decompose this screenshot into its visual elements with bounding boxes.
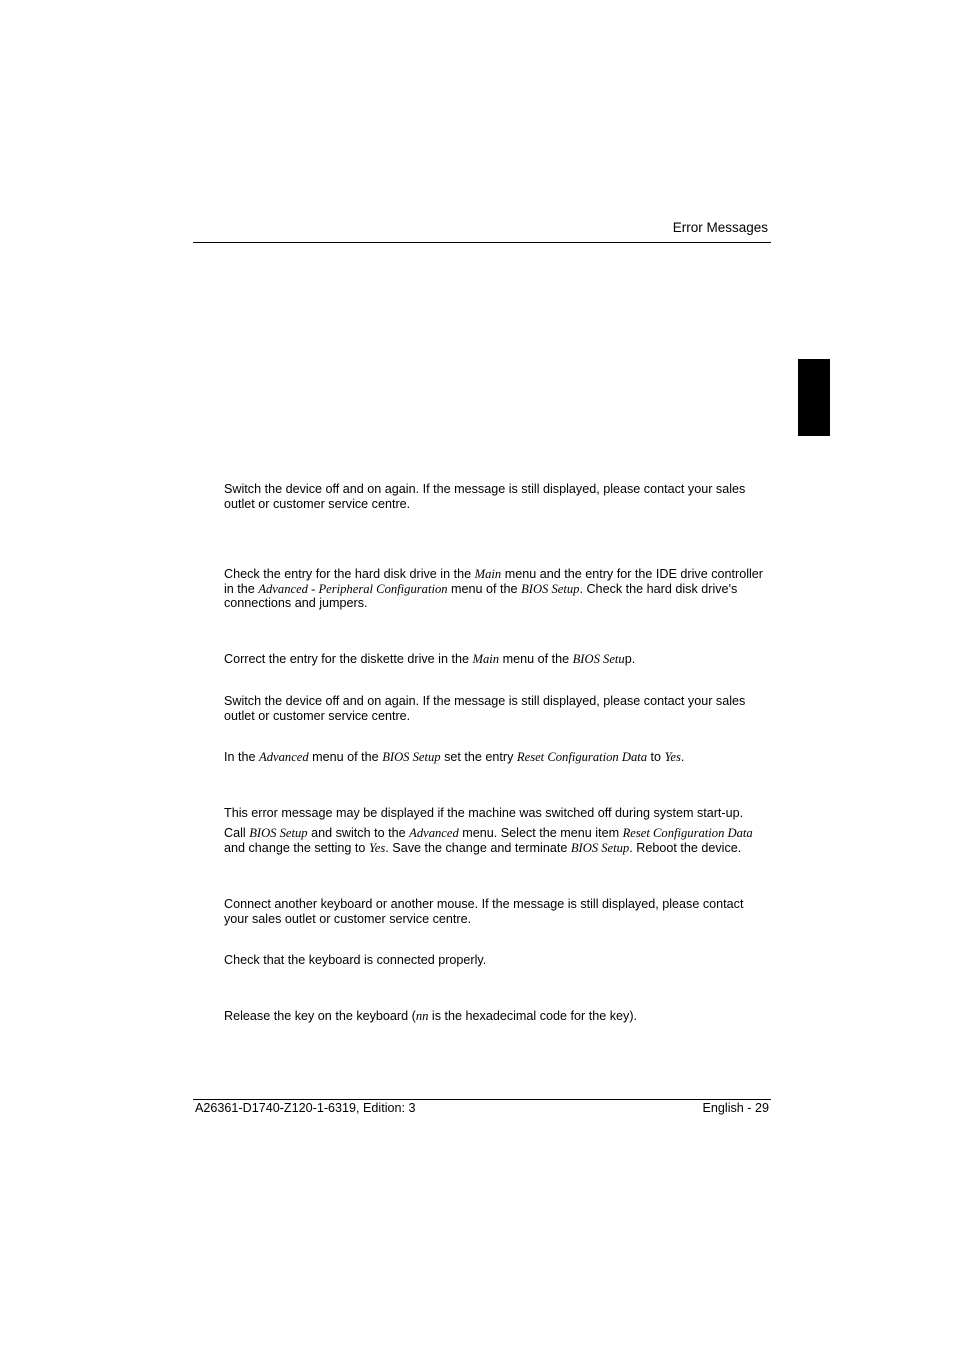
text-run: Switch the device off and on again. If the message is still displayed, please contact your sales outlet or customer service centre. xyxy=(224,694,746,723)
italic-term: Main xyxy=(474,567,502,581)
text-run: Check that the keyboard is connected properly. xyxy=(224,953,487,967)
footer-rule xyxy=(193,1099,771,1100)
paragraph-2 xyxy=(224,567,770,611)
italic-term: Advanced xyxy=(409,826,459,840)
paragraph-10 xyxy=(224,1009,770,1024)
chapter-tab-marker xyxy=(798,359,830,436)
paragraph-1 xyxy=(224,482,770,511)
paragraph-4 xyxy=(224,694,770,723)
footer-page-number: English - 29 xyxy=(702,1101,769,1115)
text-run: . Reboot the device. xyxy=(629,840,742,855)
text-run: Release the key on the keyboard ( xyxy=(224,1009,416,1023)
italic-term: BIOS Setup xyxy=(249,826,308,840)
italic-term: Yes xyxy=(664,750,681,764)
text-run: and switch to the xyxy=(307,826,410,840)
text-run: Connect another keyboard or another mouse. If the message is still displayed, please contact your sales outlet or customer service centre. xyxy=(224,897,744,926)
text-run: In the xyxy=(224,750,260,764)
footer-doc-id: A26361-D1740-Z120-1-6319, Edition: 3 xyxy=(195,1101,416,1115)
text-run: and change the setting to xyxy=(224,840,369,855)
italic-term: BIOS Setu xyxy=(572,652,625,666)
text-run: . Save the change and terminate xyxy=(385,840,571,855)
italic-term: BIOS Setup xyxy=(570,840,630,855)
text-run: Call xyxy=(224,826,250,840)
text-run: is the hexadecimal code for the key). xyxy=(428,1009,638,1023)
text-run: menu. Select the menu item xyxy=(458,826,623,840)
header-rule xyxy=(193,242,771,243)
text-run: This error message may be displayed if the machine was switched off during system start-up. xyxy=(224,806,744,820)
italic-term: Advanced - Peripheral Configuration xyxy=(258,581,448,596)
text-run: menu of the xyxy=(499,652,573,666)
italic-term: Reset Configuration Data xyxy=(516,750,648,764)
text-run: set the entry xyxy=(440,750,517,764)
text-run: . Check the hard disk drive's connections and jumpers. xyxy=(224,581,738,611)
italic-term: Reset Configuration Data xyxy=(622,826,753,840)
text-run: menu and the entry for the IDE drive controller in the xyxy=(224,567,764,596)
paragraph-5 xyxy=(224,750,770,765)
text-run: p. xyxy=(624,652,636,666)
italic-term: BIOS Setup xyxy=(382,750,441,764)
paragraph-6 xyxy=(224,806,770,821)
paragraph-8 xyxy=(224,897,770,926)
text-run: . xyxy=(680,750,685,764)
text-run: Correct the entry for the diskette drive in the xyxy=(224,652,473,666)
text-run: menu of the xyxy=(308,750,383,764)
italic-term: Yes xyxy=(368,840,386,855)
text-run: Check the entry for the hard disk drive in the xyxy=(224,567,475,581)
paragraph-3 xyxy=(224,652,770,667)
italic-term: Advanced xyxy=(259,750,309,764)
header-title: Error Messages xyxy=(672,220,768,235)
text-run: to xyxy=(647,750,665,764)
italic-term: nn xyxy=(415,1009,429,1023)
text-run: menu of the xyxy=(447,581,522,596)
text-run: Switch the device off and on again. If the message is still displayed, please contact your sales outlet or customer service centre. xyxy=(224,482,746,511)
italic-term: Main xyxy=(472,652,500,666)
paragraph-9 xyxy=(224,953,770,968)
italic-term: BIOS Setup xyxy=(521,581,580,596)
paragraph-7 xyxy=(224,826,770,855)
